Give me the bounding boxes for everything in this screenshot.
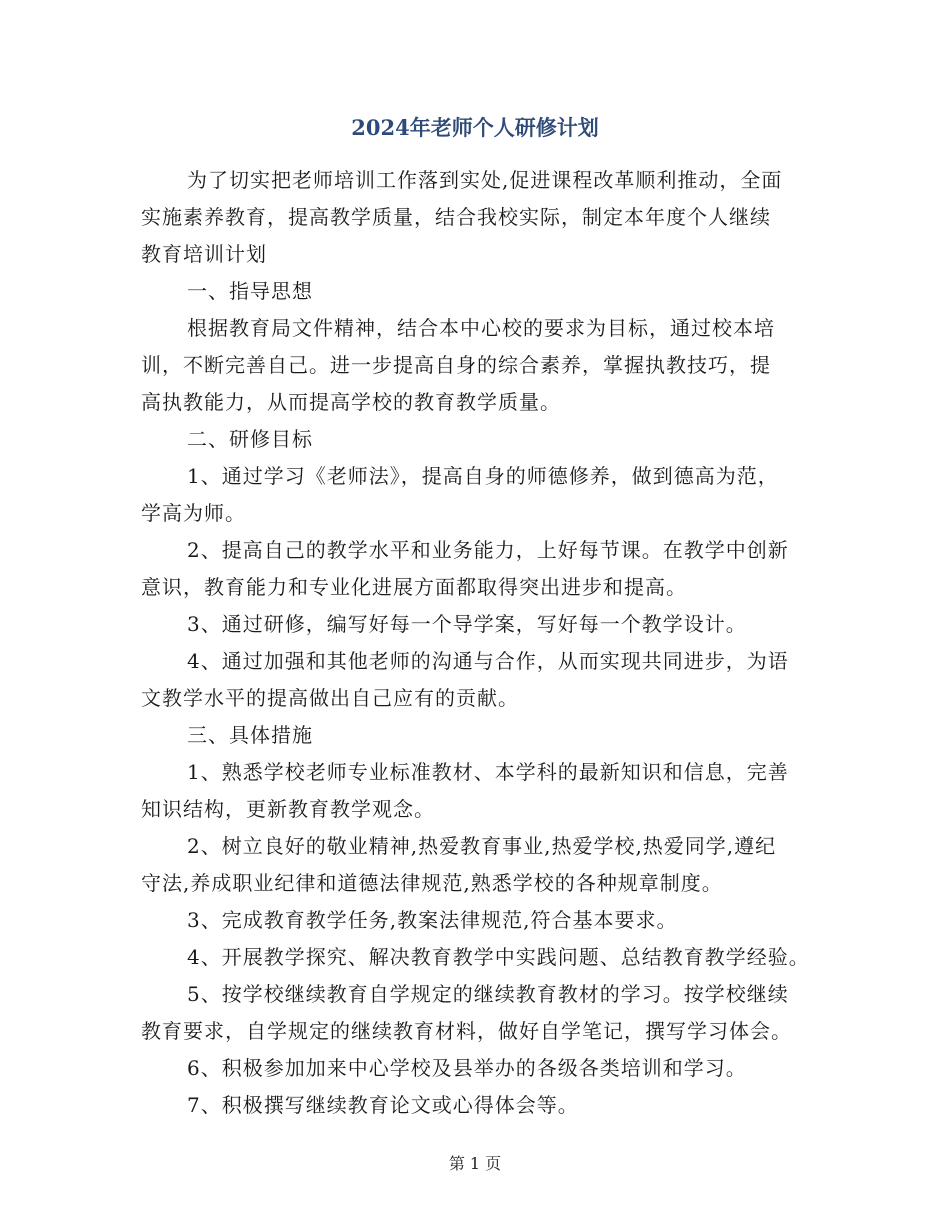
text-line: 根据教育局文件精神，结合本中心校的要求为目标，通过校本培 (187, 316, 775, 340)
text-line: 2、提高自己的教学水平和业务能力，上好每节课。在教学中创新 (187, 538, 789, 562)
text-line: 训，不断完善自己。进一步提高自身的综合素养，掌握执教技巧，提 (141, 353, 771, 377)
text-line: 守法,养成职业纪律和道德法律规范,熟悉学校的各种规章制度。 (141, 871, 723, 895)
document-body (141, 162, 821, 1124)
text-line: 意识，教育能力和专业化进展方面都取得突出进步和提高。 (141, 575, 687, 599)
text-line: 知识结构，更新教育教学观念。 (141, 797, 435, 821)
text-line: 教育要求，自学规定的继续教育材料，做好自学笔记，撰写学习体会。 (141, 1019, 792, 1043)
text-line: 3、完成教育教学任务,教案法律规范,符合基本要求。 (187, 908, 678, 932)
text-line: 学高为师。 (141, 501, 246, 525)
text-line: 1、熟悉学校老师专业标准教材、本学科的最新知识和信息，完善 (187, 760, 789, 784)
text-line: 5、按学校继续教育自学规定的继续教育教材的学习。按学校继续 (187, 982, 789, 1006)
text-line: 1、通过学习《老师法》，提高自身的师德修养，做到德高为范， (187, 464, 779, 488)
text-line: 为了切实把老师培训工作落到实处,促进课程改革顺利推动，全面 (187, 168, 783, 192)
page-number: 第 1 页 (448, 1154, 502, 1173)
text-line: 实施素养教育，提高教学质量，结合我校实际，制定本年度个人继续 (141, 205, 771, 229)
text-line: 2、树立良好的敬业精神,热爱教育事业,热爱学校,热爱同学,遵纪 (187, 834, 777, 858)
text-line: 文教学水平的提高做出自己应有的贡献。 (141, 686, 519, 710)
text-line: 4、开展教学探究、解决教育教学中实践问题、总结教育教学经验。 (187, 945, 810, 969)
document-title: 2024年老师个人研修计划 (351, 115, 599, 140)
text-line: 二、研修目标 (187, 427, 313, 451)
text-line: 3、通过研修，编写好每一个导学案，写好每一个教学设计。 (187, 612, 747, 636)
text-line: 高执教能力，从而提高学校的教育教学质量。 (141, 390, 561, 414)
text-line: 一、指导思想 (187, 279, 313, 303)
text-line: 4、通过加强和其他老师的沟通与合作，从而实现共同进步，为语 (187, 649, 789, 673)
text-line: 三、具体措施 (187, 723, 313, 747)
text-line: 7、积极撰写继续教育论文或心得体会等。 (187, 1093, 579, 1117)
text-line: 教育培训计划 (141, 242, 267, 266)
text-line: 6、积极参加加来中心学校及县举办的各级各类培训和学习。 (187, 1056, 747, 1080)
